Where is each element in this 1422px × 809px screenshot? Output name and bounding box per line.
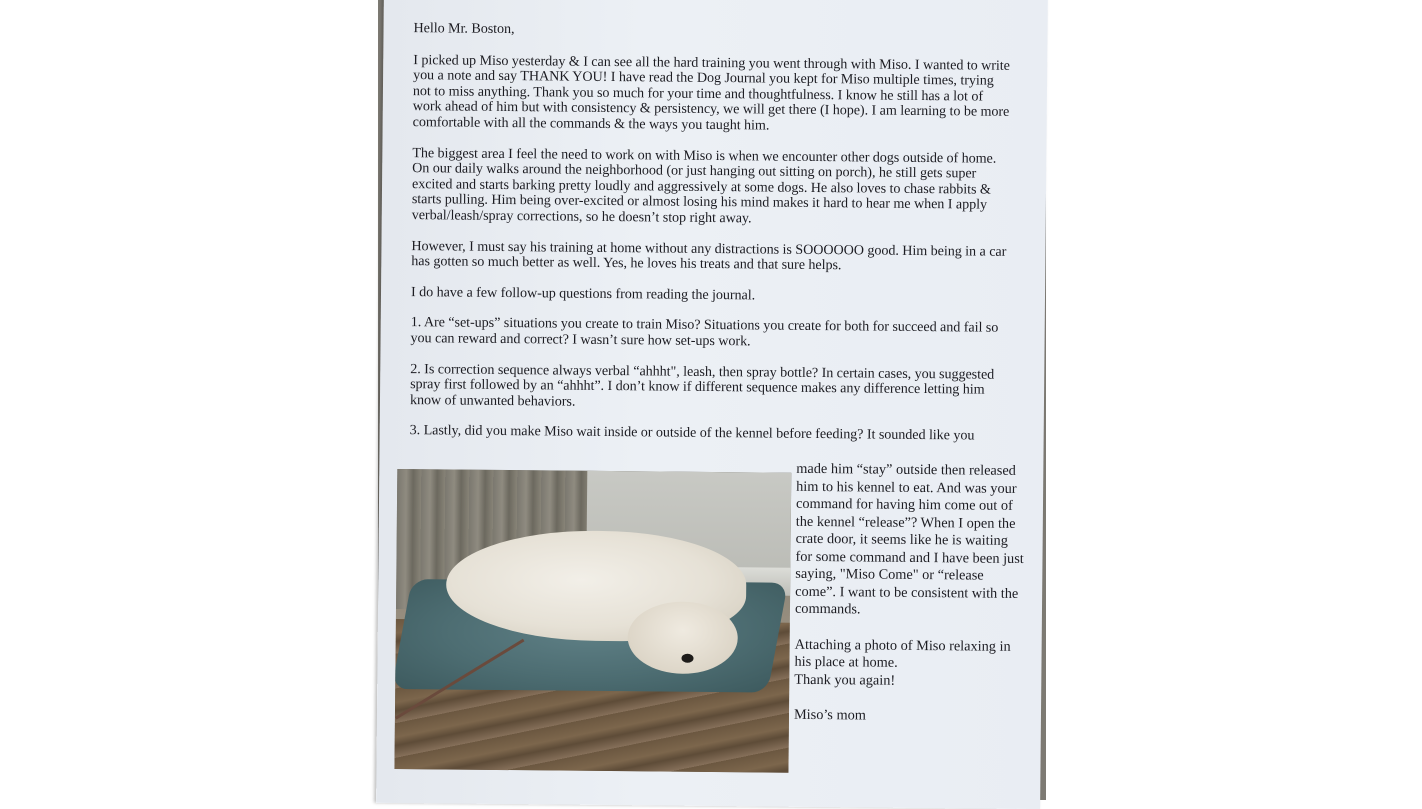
greeting: Hello Mr. Boston, [413,20,515,38]
paragraph-questions-intro: I do have a few follow-up questions from reading the journal. [410,283,756,304]
thanks-line: Thank you again! [794,671,896,689]
paragraph-problem-area: The biggest area I feel the need to work on with Miso is when we encounter other dogs outside of home. On our daily walks around the neighborhood (or just hanging out sitting on porch), he still gets super excited and starts barking pretty loudly and aggressively at some dogs. He also loves to chase rabbits & starts pulling. Him being over-excited or almost losing his mind makes it hard to hear me when I apply verbal/leash/spray corrections, so he doesn’t stop right away. [411,144,997,227]
question-3-continued: made him “stay” outside then released him to his kennel to eat. And was your command for having him come out of the kennel “release”? When I open the crate door, it seems like he is waiting for some command and I have been just saying, "Miso Come" or “release come”. I want to be consistent with the commands. [794,460,1024,618]
side-column-text [794,461,1027,745]
dog-head [627,601,738,674]
dog-nose [681,654,693,663]
dog-photo [394,469,791,773]
question-1: 1. Are “set-ups” situations you create to train Miso? Situations you create for both for succeed and fail so you can reward and correct? I wasn’t sure how set-ups work. [410,314,999,350]
letter-page [376,0,1048,809]
letter-body [410,21,1014,447]
closing-note: Attaching a photo of Miso relaxing in his place at home. [794,636,1011,671]
question-2: 2. Is correction sequence always verbal “ahhht", leash, then spray bottle? In certain cases, you suggested spray first followed by an “ahhht”. I don’t know if different sequence makes any difference letting him know of unwanted behaviors. [409,360,995,410]
paragraph-thanks: I picked up Miso yesterday & I can see all the hard training you went through with Miso. I wanted to write you a note and say THANK YOU! I have read the Dog Journal you kept for Miso multiple times, trying not to miss anything. Thank you so much for your time and thoughtfulness. I know he still has a lot of work ahead of him but with consistency & persistency, we will get there (I hope). I am learning to be more comfortable with all the commands & the ways you taught him. [412,51,1010,134]
question-3: 3. Lastly, did you make Miso wait inside or outside of the kennel before feeding? It sounded like you [409,422,975,444]
paragraph-home-training: However, I must say his training at home without any distractions is SOOOOOO good. Him being in a car has gotten so much better as well. Yes, he loves his treats and that sure helps. [411,237,1007,274]
signature: Miso’s mom [793,706,866,724]
